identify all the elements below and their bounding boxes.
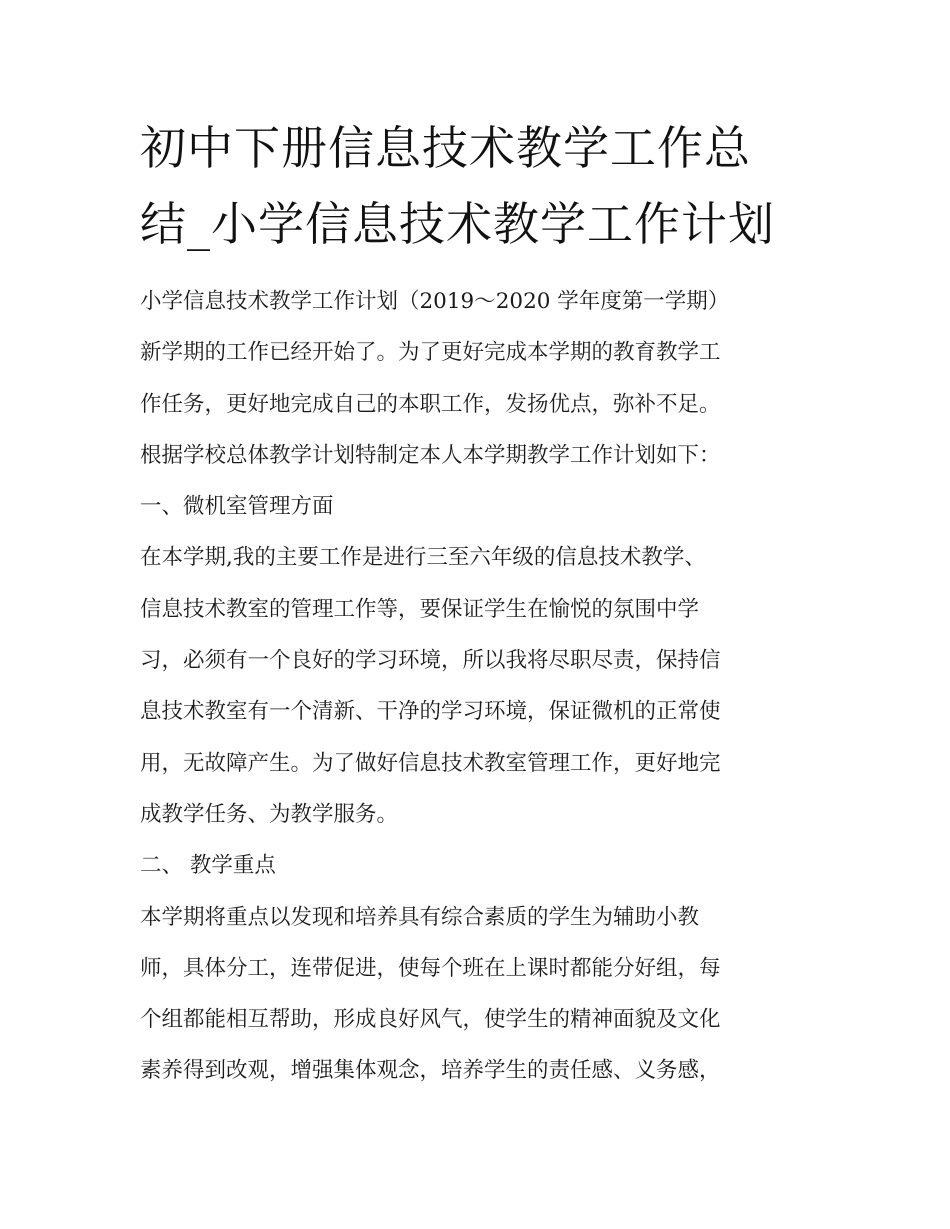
body-line: 成教学任务、为教学服务。 bbox=[140, 801, 399, 827]
body-line: 用，无故障产生。为了做好信息技术教室管理工作，更好地完 bbox=[140, 750, 721, 776]
document-title bbox=[140, 110, 840, 262]
body-line: 新学期的工作已经开始了。为了更好完成本学期的教育教学工 bbox=[140, 340, 721, 366]
title-line-1: 初中下册信息技术教学工作总 bbox=[140, 121, 751, 175]
title-line-2: 结_小学信息技术教学工作计划 bbox=[140, 197, 775, 251]
body-line: 本学期将重点以发现和培养具有综合素质的学生为辅助小教 bbox=[140, 904, 700, 930]
body-line: 师，具体分工，连带促进，使每个班在上课时都能分好组，每 bbox=[140, 955, 721, 981]
body-line: 习，必须有一个良好的学习环境，所以我将尽职尽责，保持信 bbox=[140, 648, 721, 674]
body-line: 根据学校总体教学计划特制定本人本学期教学工作计划如下： bbox=[140, 442, 721, 468]
body-line: 信息技术教室的管理工作等，要保证学生在愉悦的氛围中学 bbox=[140, 596, 700, 622]
body-line: 个组都能相互帮助，形成良好风气，使学生的精神面貌及文化 bbox=[140, 1007, 721, 1033]
section-heading-2: 二、 教学重点 bbox=[140, 853, 276, 879]
section-heading-1: 一、微机室管理方面 bbox=[140, 494, 334, 520]
document-body bbox=[140, 282, 830, 1103]
body-line: 素养得到改观，增强集体观念，培养学生的责任感、义务感， bbox=[140, 1058, 721, 1084]
body-line: 息技术教室有一个清新、干净的学习环境，保证微机的正常使 bbox=[140, 699, 721, 725]
body-line: 在本学期,我的主要工作是进行三至六年级的信息技术教学、 bbox=[140, 545, 706, 571]
body-line: 作任务，更好地完成自己的本职工作，发扬优点，弥补不足。 bbox=[140, 391, 721, 417]
subtitle-line: 小学信息技术教学工作计划（2019～2020 学年度第一学期） bbox=[140, 289, 730, 314]
